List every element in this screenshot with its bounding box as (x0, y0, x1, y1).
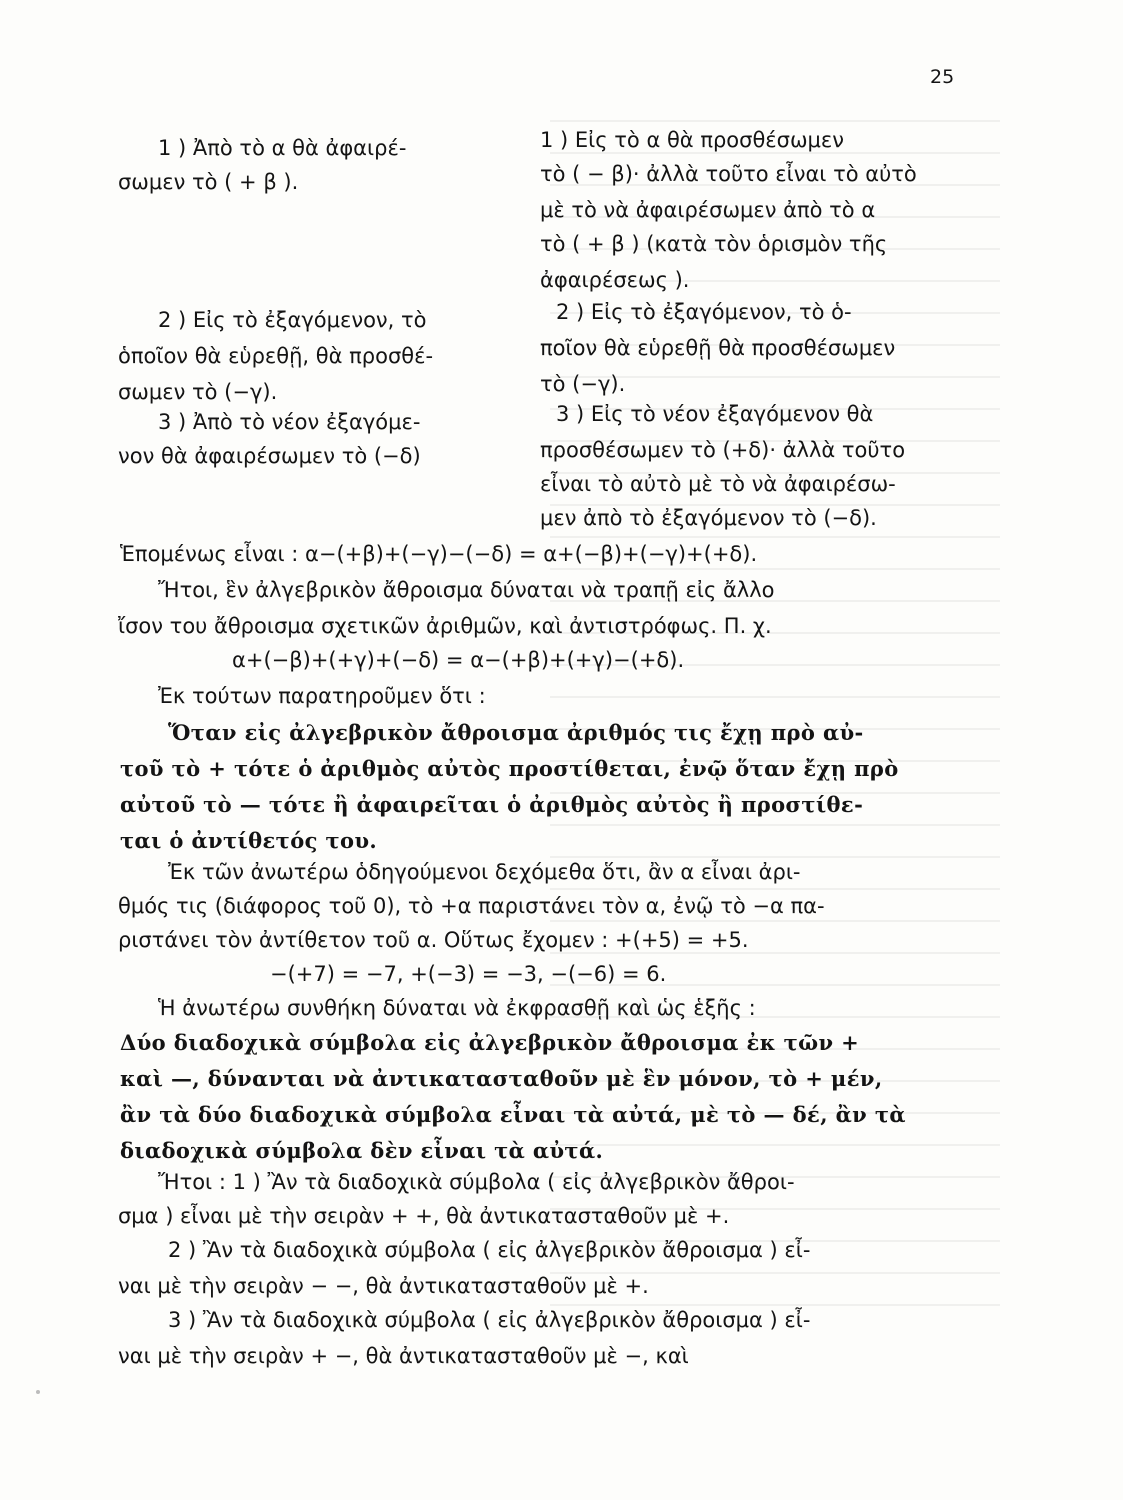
rule-bold-line: ἂν τὰ δύο διαδοχικὰ σύμβολα εἶναι τὰ αὐτά, μὲ τὸ — δέ, ἂν τὰ (120, 1102, 906, 1127)
body-line: Ἤτοι, ἓν ἀλγεβρικὸν ἄθροισμα δύναται νὰ τραπῇ εἰς ἄλλο (158, 578, 775, 602)
body-line: ναι μὲ τὴν σειρὰν + −, θὰ ἀντικατασταθοῦν μὲ −, καὶ (118, 1344, 689, 1368)
body-line: Ἐκ τῶν ἀνωτέρω ὁδηγούμενοι δεχόμεθα ὅτι, ἂν α εἶναι ἀρι- (168, 860, 801, 884)
left-col-line: νον θὰ ἀφαιρέσωμεν τὸ (−δ) (118, 444, 421, 468)
body-line: σμα ) εἶναι μὲ τὴν σειρὰν + +, θὰ ἀντικατασταθοῦν μὲ +. (118, 1204, 730, 1228)
body-line: Ἑπομένως εἶναι : α−(+β)+(−γ)−(−δ) = α+(−β)+(−γ)+(+δ). (120, 542, 758, 566)
left-col-line: σωμεν τὸ ( + β ). (118, 170, 299, 194)
left-col-line: 1 ) Ἀπὸ τὸ α θὰ ἀφαιρέ- (158, 136, 407, 160)
body-line: ἴσον του ἄθροισμα σχετικῶν ἀριθμῶν, καὶ ἀντιστρόφως. Π. χ. (118, 614, 772, 638)
body-line: 3 ) Ἂν τὰ διαδοχικὰ σύμβολα ( εἰς ἀλγεβρικὸν ἄθροισμα ) εἶ- (168, 1308, 811, 1332)
body-line: Ἡ ἀνωτέρω συνθήκη δύναται νὰ ἐκφρασθῇ καὶ ὡς ἑξῆς : (158, 996, 756, 1020)
right-col-line: 3 ) Εἰς τὸ νέον ἐξαγόμενον θὰ (556, 402, 874, 426)
body-line: ναι μὲ τὴν σειρὰν − −, θὰ ἀντικατασταθοῦν μὲ +. (118, 1274, 649, 1298)
rule-bold-line: Ὅταν εἰς ἀλγεβρικὸν ἄθροισμα ἀριθμός τις ἔχῃ πρὸ αὐ- (168, 720, 864, 745)
rule-bold-line: αὐτοῦ τὸ — τότε ἢ ἀφαιρεῖται ὁ ἀριθμὸς αὐτὸς ἢ προστίθε- (120, 792, 864, 817)
right-col-line: ποῖον θὰ εὑρεθῇ θὰ προσθέσωμεν (540, 336, 896, 360)
right-col-line: τὸ ( − β)· ἀλλὰ τοῦτο εἶναι τὸ αὐτὸ (540, 162, 917, 186)
left-col-line: 3 ) Ἀπὸ τὸ νέον ἐξαγόμε- (158, 410, 421, 434)
right-col-line: προσθέσωμεν τὸ (+δ)· ἀλλὰ τοῦτο (540, 438, 906, 462)
rule-bold-line: καὶ —, δύνανται νὰ ἀντικατασταθοῦν μὲ ἓν μόνον, τὸ + μέν, (120, 1066, 883, 1091)
left-col-line: ὁποῖον θὰ εὑρεθῇ, θὰ προσθέ- (118, 344, 434, 368)
equation-line: −(+7) = −7, +(−3) = −3, −(−6) = 6. (270, 962, 667, 986)
right-col-line: μὲ τὸ νὰ ἀφαιρέσωμεν ἀπὸ τὸ α (540, 198, 876, 222)
right-col-line: εἶναι τὸ αὐτὸ μὲ τὸ νὰ ἀφαιρέσω- (540, 472, 896, 496)
rule-bold-line: τοῦ τὸ + τότε ὁ ἀριθμὸς αὐτὸς προστίθεται, ἐνῷ ὅταν ἔχῃ πρὸ (120, 756, 899, 781)
right-col-line: ἀφαιρέσεως ). (540, 268, 690, 292)
right-col-line: 2 ) Εἰς τὸ ἐξαγόμενον, τὸ ὁ- (556, 300, 852, 324)
rule-bold-line: ται ὁ ἀντίθετός του. (120, 828, 378, 853)
page-number: 25 (930, 66, 955, 88)
right-col-line: τὸ (−γ). (540, 372, 626, 396)
rule-bold-line: διαδοχικὰ σύμβολα δὲν εἶναι τὰ αὐτά. (120, 1138, 604, 1163)
right-col-line: τὸ ( + β ) (κατὰ τὸν ὁρισμὸν τῆς (540, 232, 888, 256)
body-line: Ἤτοι : 1 ) Ἂν τὰ διαδοχικὰ σύμβολα ( εἰς ἀλγεβρικὸν ἄθροι- (158, 1170, 795, 1194)
scan-speck (36, 1390, 40, 1394)
body-line: 2 ) Ἂν τὰ διαδοχικὰ σύμβολα ( εἰς ἀλγεβρικὸν ἄθροισμα ) εἶ- (168, 1238, 811, 1262)
right-col-line: μεν ἀπὸ τὸ ἐξαγόμενον τὸ (−δ). (540, 506, 877, 530)
right-col-line: 1 ) Εἰς τὸ α θὰ προσθέσωμεν (540, 128, 844, 152)
body-line: θμός τις (διάφορος τοῦ 0), τὸ +α παριστάνει τὸν α, ἐνῷ τὸ −α πα- (118, 894, 825, 918)
equation-line: α+(−β)+(+γ)+(−δ) = α−(+β)+(+γ)−(+δ). (232, 648, 685, 672)
left-col-line: 2 ) Εἰς τὸ ἐξαγόμενον, τὸ (158, 308, 427, 332)
left-col-line: σωμεν τὸ (−γ). (118, 380, 278, 404)
rule-bold-line: Δύο διαδοχικὰ σύμβολα εἰς ἀλγεβρικὸν ἄθροισμα ἐκ τῶν + (120, 1030, 860, 1055)
body-line: ριστάνει τὸν ἀντίθετον τοῦ α. Οὕτως ἔχομεν : +(+5) = +5. (118, 928, 749, 952)
body-line: Ἐκ τούτων παρατηροῦμεν ὅτι : (158, 684, 486, 708)
